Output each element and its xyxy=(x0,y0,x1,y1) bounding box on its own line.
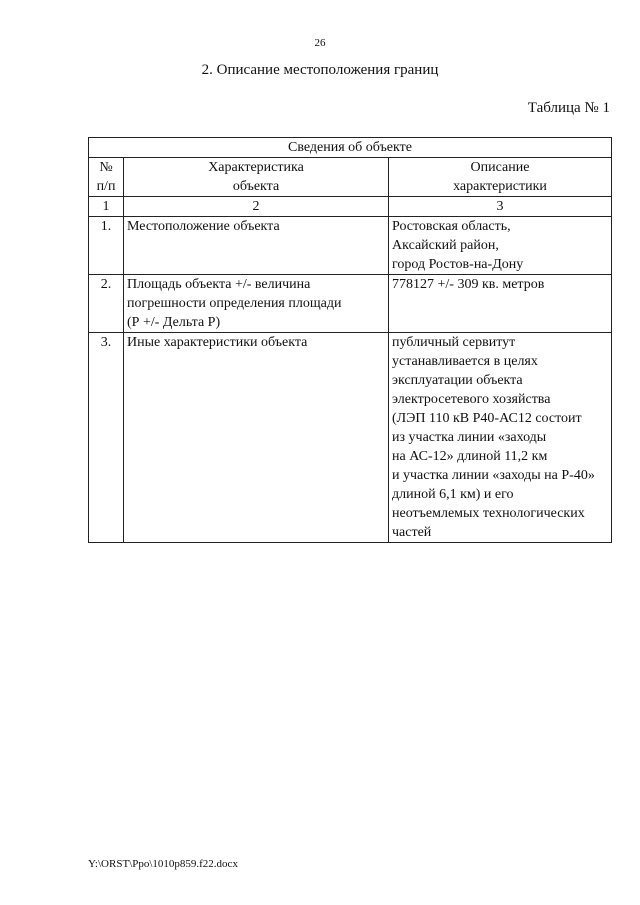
header-description-line: характеристики xyxy=(453,179,547,194)
row-description xyxy=(389,333,612,543)
description-line: частей xyxy=(392,525,432,540)
header-num xyxy=(89,158,124,197)
row-num: 3. xyxy=(89,333,124,543)
table-row xyxy=(89,217,612,275)
description-line: из участка линии «заходы xyxy=(392,430,547,445)
description-line: (ЛЭП 110 кВ Р40-АС12 состоит xyxy=(392,411,582,426)
characteristic-line: Площадь объекта +/- величина xyxy=(127,277,311,292)
row-num: 1. xyxy=(89,217,124,275)
page-number: 26 xyxy=(314,37,326,49)
column-number: 2 xyxy=(124,197,389,217)
table-row xyxy=(89,275,612,333)
table-title-row xyxy=(89,138,612,158)
row-characteristic xyxy=(124,217,389,275)
description-line: неотъемлемых технологических xyxy=(392,506,585,521)
header-num-line: п/п xyxy=(96,179,116,194)
header-num-line: № xyxy=(99,160,113,175)
description-line: Ростовская область, xyxy=(392,219,511,234)
characteristic-line: (Р +/- Дельта Р) xyxy=(127,315,221,330)
table-caption: Таблица № 1 xyxy=(527,100,610,116)
description-line: и участка линии «заходы на Р-40» xyxy=(392,468,595,483)
section-title: 2. Описание местоположения границ xyxy=(201,62,439,78)
header-description xyxy=(389,158,612,197)
description-line: длиной 6,1 км) и его xyxy=(392,487,514,502)
description-line: на АС-12» длиной 11,2 км xyxy=(392,449,548,464)
column-number-row xyxy=(89,197,612,217)
description-line: 778127 +/- 309 кв. метров xyxy=(392,277,545,292)
row-num: 2. xyxy=(89,275,124,333)
description-line: Аксайский район, xyxy=(392,238,499,253)
footer-file-path: Y:\ORST\Ppo\1010p859.f22.docx xyxy=(88,858,238,870)
header-description-line: Описание xyxy=(470,160,530,175)
row-characteristic xyxy=(124,275,389,333)
characteristic-line: Местоположение объекта xyxy=(127,219,280,234)
row-description xyxy=(389,275,612,333)
characteristic-line: Иные характеристики объекта xyxy=(127,335,308,350)
table-row xyxy=(89,333,612,543)
description-line: публичный сервитут xyxy=(392,335,516,350)
table-title: Сведения об объекте xyxy=(89,138,612,158)
column-number: 1 xyxy=(89,197,124,217)
row-description xyxy=(389,217,612,275)
header-characteristic-line: объекта xyxy=(232,179,280,194)
table-header-row xyxy=(89,158,612,197)
header-characteristic xyxy=(124,158,389,197)
description-line: устанавливается в целях xyxy=(392,354,538,369)
object-info-table xyxy=(88,137,612,543)
row-characteristic xyxy=(124,333,389,543)
description-line: город Ростов-на-Дону xyxy=(392,257,524,272)
characteristic-line: погрешности определения площади xyxy=(127,296,342,311)
header-characteristic-line: Характеристика xyxy=(208,160,304,175)
description-line: эксплуатации объекта xyxy=(392,373,523,388)
column-number: 3 xyxy=(389,197,612,217)
description-line: электросетевого хозяйства xyxy=(392,392,551,407)
